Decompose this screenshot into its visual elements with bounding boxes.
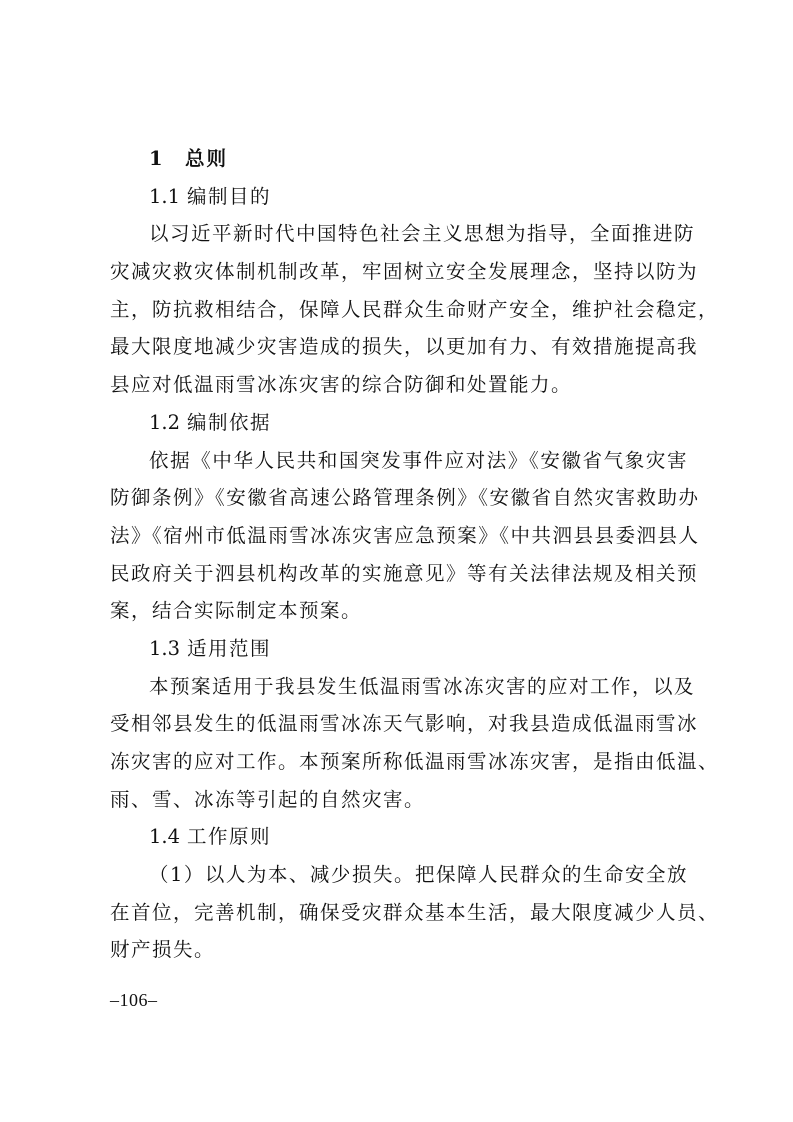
subsection-heading-1-4 bbox=[110, 818, 688, 856]
text-line: 法》《宿州市低温雨雪冰冻灾害应急预案》《中共泗县县委泗县人 bbox=[110, 523, 700, 547]
document-body bbox=[110, 140, 720, 969]
subsection-heading-1-2 bbox=[110, 404, 688, 442]
subsection-title: 编制目的 bbox=[187, 184, 272, 208]
text-line: 在首位，完善机制，确保受灾群众基本生活，最大限度减少人员、 bbox=[110, 900, 720, 924]
text-line: 受相邻县发生的低温雨雪冰冻天气影响，对我县造成低温雨雪冰 bbox=[110, 712, 699, 736]
section-heading-1 bbox=[110, 140, 688, 178]
page-number: –106– bbox=[110, 990, 158, 1010]
text-line: 县应对低温雨雪冰冻灾害的综合防御和处置能力。 bbox=[110, 373, 573, 397]
text-line: 案，结合实际制定本预案。 bbox=[110, 599, 363, 623]
section-number: 1 bbox=[149, 147, 165, 170]
text-line: 雨、雪、冰冻等引起的自然灾害。 bbox=[110, 787, 426, 811]
text-line: 民政府关于泗县机构改革的实施意见》等有关法律法规及相关预 bbox=[110, 561, 699, 585]
paragraph-1-2 bbox=[110, 442, 700, 630]
subsection-number: 1.3 bbox=[149, 636, 181, 660]
paragraph-1-3 bbox=[110, 668, 720, 819]
subsection-number: 1.2 bbox=[149, 410, 181, 434]
subsection-number: 1.4 bbox=[149, 825, 181, 849]
text-line: 本预案适用于我县发生低温雨雪冰冻灾害的应对工作，以及 bbox=[149, 674, 696, 698]
text-line: 最大限度地减少灾害造成的损失，以更加有力、有效措施提高我 bbox=[110, 335, 699, 359]
paragraph-1-1 bbox=[110, 215, 720, 403]
text-line: 防御条例》《安徽省高速公路管理条例》《安徽省自然灾害救助办 bbox=[110, 486, 700, 510]
subsection-heading-1-3 bbox=[110, 630, 688, 668]
text-line: （1）以人为本、减少损失。把保障人民群众的生命安全放 bbox=[149, 863, 688, 887]
text-line: 主，防抗救相结合，保障人民群众生命财产安全，维护社会稳定， bbox=[110, 297, 720, 321]
text-line: 灾减灾救灾体制机制改革，牢固树立安全发展理念，坚持以防为 bbox=[110, 260, 699, 284]
subsection-title: 适用范围 bbox=[187, 636, 272, 660]
text-line: 财产损失。 bbox=[110, 938, 216, 962]
section-title: 总则 bbox=[185, 147, 229, 170]
paragraph-1-4 bbox=[110, 856, 720, 969]
text-line: 冻灾害的应对工作。本预案所称低温雨雪冰冻灾害，是指由低温、 bbox=[110, 750, 720, 773]
subsection-number: 1.1 bbox=[149, 184, 181, 208]
subsection-heading-1-1 bbox=[110, 178, 688, 216]
subsection-title: 编制依据 bbox=[187, 410, 272, 434]
text-line: 以习近平新时代中国特色社会主义思想为指导，全面推进防 bbox=[149, 222, 696, 246]
subsection-title: 工作原则 bbox=[187, 825, 272, 849]
text-line: 依据《中华人民共和国突发事件应对法》《安徽省气象灾害 bbox=[149, 448, 688, 472]
